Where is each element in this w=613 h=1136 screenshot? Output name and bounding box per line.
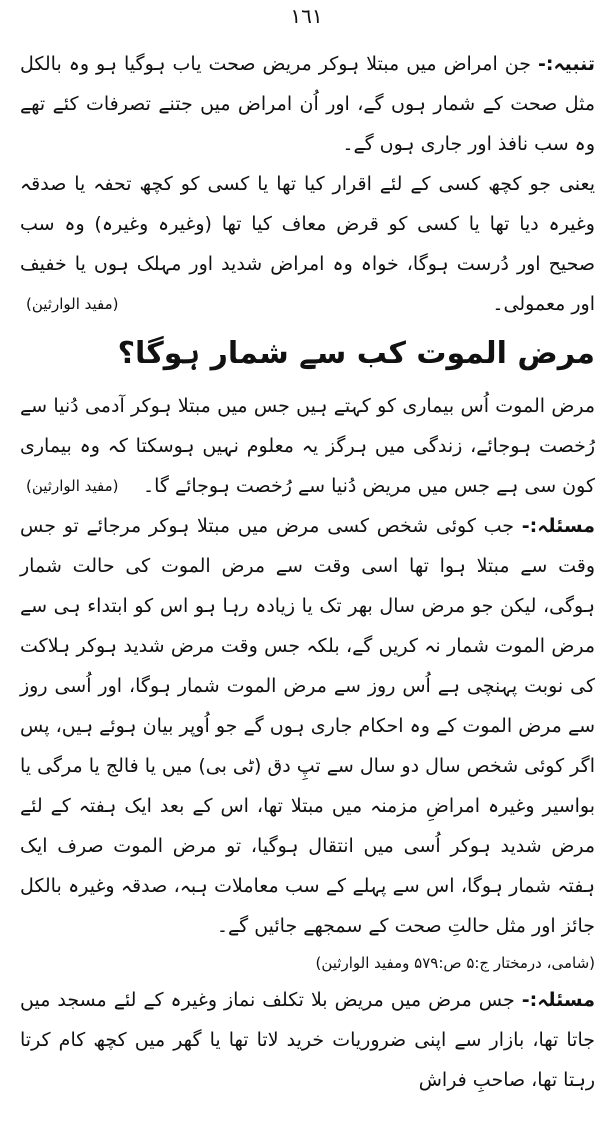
- note-paragraph: [20, 44, 595, 164]
- explanation-text: یعنی جو کچھ کسی کے لئے اقرار کیا تھا یا کسی کو کچھ تحفہ یا صدقہ وغیرہ دیا تھا یا کسی کو قرض معاف کیا تھا (وغیرہ وغیرہ) وہ سب صحیح اور دُرست ہوگا، خواہ وہ امراض شدید اور مہلک ہوں یا خفیف اور معمولی۔: [20, 173, 595, 315]
- note-text: جن امراض میں مبتلا ہوکر مریض صحت یاب ہوگیا ہو وہ بالکل مثل صحت کے شمار ہوں گے، اور اُن امراض میں جتنے تصرفات کئے تھے وہ سب نافذ اور جاری ہوں گے۔: [20, 53, 595, 155]
- explanation-paragraph: [20, 164, 595, 324]
- page-number: ١٦١: [290, 4, 323, 28]
- source-citation: (مفید الوارثین): [26, 295, 119, 313]
- source-citation: (مفید الوارثین): [26, 477, 119, 495]
- ruling-paragraph: [20, 506, 595, 946]
- note-label: تنبیہ:-: [537, 53, 595, 75]
- section-heading: مرض الموت کب سے شمار ہوگا؟: [117, 336, 595, 371]
- ruling-text: جب کوئی شخص کسی مرض میں مبتلا ہوکر مرجائے تو جس وقت سے مبتلا ہوا تھا اسی وقت سے مرض الموت کی حالت شمار ہوگی، لیکن جو مرض سال بھر تک یا زیادہ رہا ہو اس کو ابتداء ہی سے مرض الموت شمار نہ کریں گے، بلکہ جس وقت مرض شدید ہوکر ہلاکت کی نوبت پہنچی ہے اُس روز سے مرض الموت شمار ہوگا، اور اُسی روز سے مرض الموت کے وہ احکام جاری ہوں گے جو اُوپر بیان ہوئے ہیں، پس اگر کوئی شخص سال دو سال سے تپِ دق (ٹی بی) میں یا فالج یا مرگی یا بواسیر وغیرہ امراضِ مزمنہ میں مبتلا تھا، اس کے بعد ایک ہفتہ کے لئے مرض شدید ہوکر اُسی میں انتقال ہوگیا، تو مرض الموت صرف ایک ہفتہ شمار ہوگا، اس سے پہلے کے سب معاملات ہبہ، صدقہ وغیرہ بالکل جائز اور مثل حالتِ صحت کے سمجھے جائیں گے۔: [20, 515, 595, 937]
- ruling-label: مسئلہ:-: [521, 515, 595, 537]
- ruling-text: جس مرض میں مریض بلا تکلف نماز وغیرہ کے لئے مسجد میں جاتا تھا، بازار سے اپنی ضروریات خرید لاتا تھا یا گھر میں کچھ کام کرتا رہتا تھا، صاحبِ فراش: [20, 989, 595, 1091]
- page-body: [20, 44, 595, 1100]
- definition-text: مرض الموت اُس بیماری کو کہتے ہیں جس میں مبتلا ہوکر آدمی دُنیا سے رُخصت ہوجائے، زندگی میں ہرگز یہ معلوم نہیں ہوسکتا کہ وہ بیماری کون سی ہے جس میں مریض دُنیا سے رُخصت ہوجائے گا۔: [20, 395, 595, 497]
- ruling-paragraph-2: [20, 980, 595, 1100]
- ruling-label: مسئلہ:-: [521, 989, 595, 1011]
- reference-line: (شامی، درمختار ج:۵ ص:۵۷۹ ومفید الوارثین): [315, 954, 595, 972]
- definition-paragraph: [20, 386, 595, 506]
